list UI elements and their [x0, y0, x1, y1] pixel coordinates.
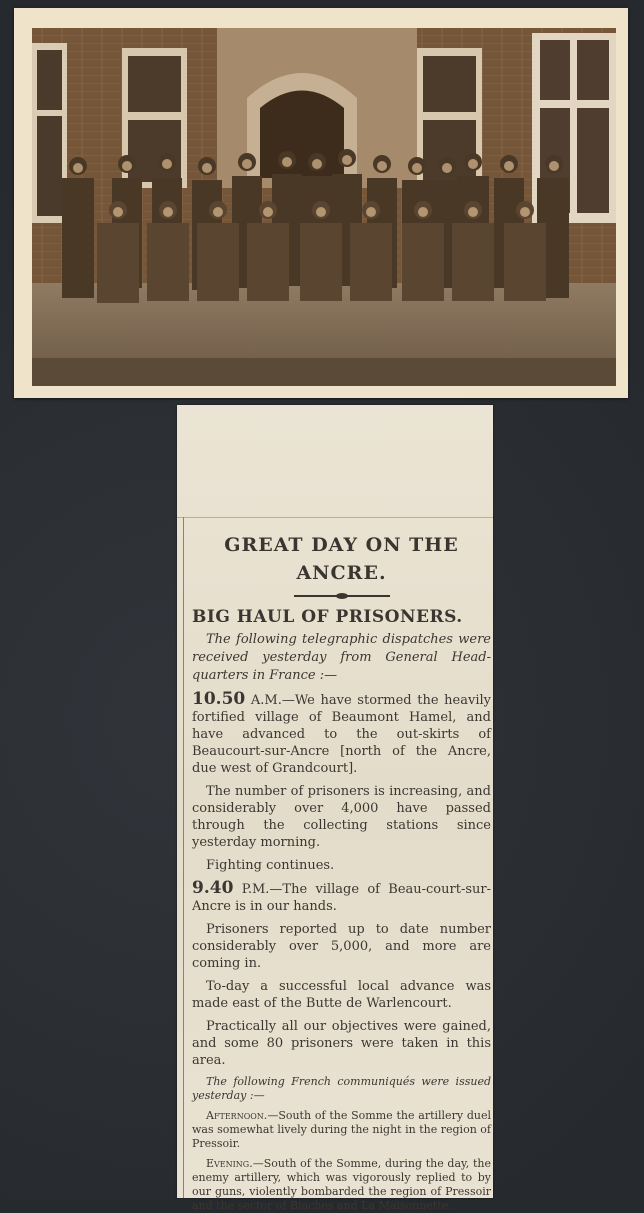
photo-scene — [32, 28, 616, 386]
afternoon-label: Afternoon. — [206, 1109, 268, 1122]
french-intro: The following French communiqués were issued yesterday :— — [192, 1075, 491, 1102]
afternoon-text: —South of the Somme the artillery duel was somewhat lively during the night in the region of Pressoir. — [192, 1109, 491, 1150]
group-photograph — [32, 28, 616, 386]
newspaper-clipping — [177, 405, 493, 1212]
photo-card — [14, 8, 628, 398]
evening-label: Evening. — [206, 1157, 253, 1170]
clipping-column — [183, 517, 491, 1212]
afternoon-paragraph — [192, 1109, 491, 1151]
dispatch2-text: P.M.—The village of Beau-court-sur-Ancre is in our hands. — [192, 882, 491, 914]
evening-text: —South of the Somme, during the day, the enemy artillery, which was vigorously replied to by our guns, violently bombarded the region of Pressoir and the sector of Biaches and La Maisonnette. — [192, 1157, 491, 1212]
clipping-blank-header — [177, 405, 493, 518]
dispatch2-time: 9.40 — [192, 878, 234, 898]
subheadline: BIG HAUL OF PRISONERS. — [192, 607, 463, 627]
headline-line1: GREAT DAY ON THE — [224, 534, 459, 556]
dispatch2-p3: To-day a successful local advance was made east of the Butte de Warlencourt. — [192, 979, 491, 1011]
evening-paragraph — [192, 1157, 491, 1213]
dispatch1-text: A.M.—We have stormed the heavily fortified village of Beaumont Hamel, and have advanced to the out-skirts of Beaucourt-sur-Ancre [north of the Ancre, due west of Grandcourt]. — [192, 693, 491, 776]
ornamental-rule — [294, 595, 390, 597]
dispatch1-p3: Fighting continues. — [206, 858, 335, 873]
dispatch1-p2: The number of prisoners is increasing, and considerably over 4,000 have passed through the collecting stations since yesterday morning. — [192, 784, 491, 850]
dispatch2-paragraph — [192, 880, 491, 915]
headline — [192, 531, 491, 587]
dispatch1-paragraph — [192, 691, 491, 777]
dispatch2-p2: Prisoners reported up to date number considerably over 5,000, and more are coming in. — [192, 922, 491, 971]
dispatch1-time: 10.50 — [192, 689, 246, 709]
intro-paragraph: The following telegraphic dispatches were received yesterday from General Head-quarters in France :— — [192, 632, 491, 683]
dispatch2-p4: Practically all our objectives were gained, and some 80 prisoners were taken in this area. — [192, 1019, 491, 1068]
headline-line2: ANCRE. — [296, 562, 387, 584]
